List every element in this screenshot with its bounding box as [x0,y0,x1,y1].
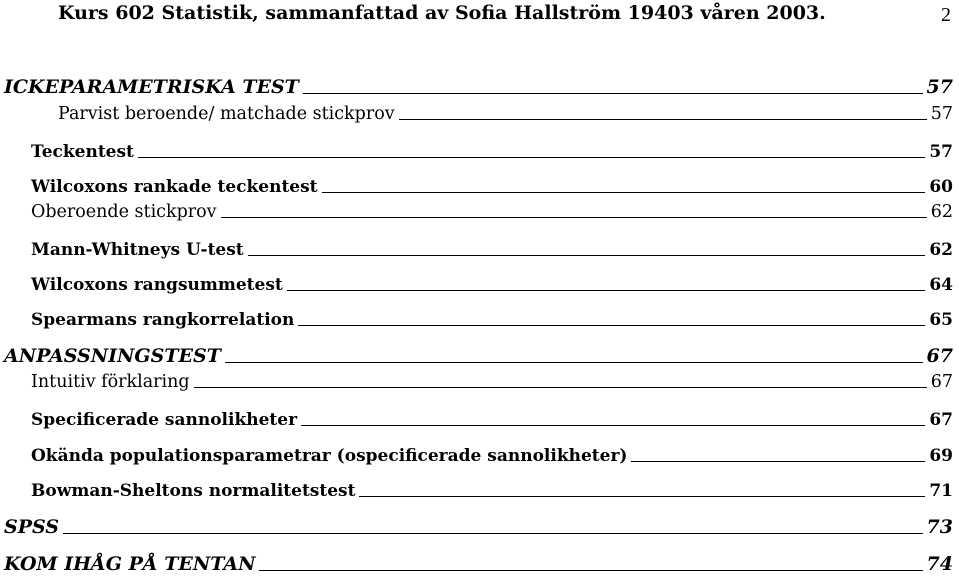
toc-entry-teckentest[interactable] [31,142,953,162]
toc-leader-line [303,93,923,94]
toc-entry-page: 71 [929,481,953,501]
toc-leader-line [248,255,926,256]
toc-entry-okanda-populationsparametrar[interactable] [31,446,953,466]
toc-entry-ickeparametriska-test[interactable] [4,76,953,98]
toc-entry-page: 74 [926,553,953,575]
toc-leader-line [225,362,923,363]
toc-entry-label: Wilcoxons rankade teckentest [31,177,318,197]
toc-leader-line [63,533,923,534]
toc-entry-label: KOM IHÅG PÅ TENTAN [4,553,256,575]
toc-entry-page: 67 [929,410,953,430]
toc-leader-line [194,387,927,388]
toc-entry-page: 62 [930,202,953,222]
toc-entry-label: SPSS [4,516,60,538]
toc-leader-line [631,461,925,462]
toc-leader-line [399,119,927,120]
toc-leader-line [287,290,926,291]
toc-entry-label: Spearmans rangkorrelation [31,310,295,330]
toc-entry-oberoende-stickprov[interactable] [31,202,953,222]
toc-entry-label: ANPASSNINGSTEST [4,345,221,367]
toc-leader-line [359,496,925,497]
toc-entry-page: 69 [929,446,953,466]
toc-leader-line [221,217,927,218]
toc-entry-mann-whitneys-u-test[interactable] [31,240,953,260]
toc-entry-label: Okända populationsparametrar (ospecificerade sannolikheter) [31,446,628,466]
toc-entry-page: 64 [929,275,953,295]
toc-entry-page: 67 [926,345,953,367]
toc-entry-bowman-sheltons-normalitetstest[interactable] [31,481,953,501]
document-title: Kurs 602 Statistik, sammanfattad av Sofia Hallström 19403 våren 2003. [58,2,826,24]
toc-entry-page: 73 [926,516,953,538]
toc-entry-label: Wilcoxons rangsummetest [31,275,283,295]
toc-leader-line [259,570,922,571]
toc-entry-spearmans-rangkorrelation[interactable] [31,310,953,330]
toc-entry-wilcoxons-rangsummetest[interactable] [31,275,953,295]
toc-entry-page: 57 [929,142,953,162]
toc-leader-line [322,192,926,193]
toc-entry-label: Parvist beroende/ matchade stickprov [58,104,395,124]
toc-entry-label: Mann-Whitneys U-test [31,240,244,260]
toc-entry-anpassningstest[interactable] [4,345,953,367]
toc-entry-specificerade-sannolikheter[interactable] [31,410,953,430]
toc-entry-label: Specificerade sannolikheter [31,410,298,430]
toc-leader-line [138,157,925,158]
toc-entry-label: Bowman-Sheltons normalitetstest [31,481,356,501]
toc-entry-spss[interactable] [4,516,953,538]
toc-entry-kom-ihag-pa-tentan[interactable] [4,553,953,575]
toc-leader-line [298,325,925,326]
toc-entry-intuitiv-forklaring[interactable] [31,372,953,392]
toc-entry-page: 57 [926,76,953,98]
toc-entry-label: Intuitiv förklaring [31,372,190,392]
toc-leader-line [301,425,925,426]
toc-entry-label: Oberoende stickprov [31,202,217,222]
toc-entry-page: 65 [929,310,953,330]
toc-entry-page: 62 [929,240,953,260]
toc-entry-label: ICKEPARAMETRISKA TEST [4,76,299,98]
toc-entry-page: 67 [930,372,953,392]
toc-entry-page: 60 [929,177,953,197]
toc-entry-page: 57 [930,104,953,124]
toc-entry-wilcoxons-rankade-teckentest[interactable] [31,177,953,197]
toc-entry-parvist-beroende[interactable] [58,104,953,124]
page-number: 2 [941,4,951,26]
toc-entry-label: Teckentest [31,142,134,162]
